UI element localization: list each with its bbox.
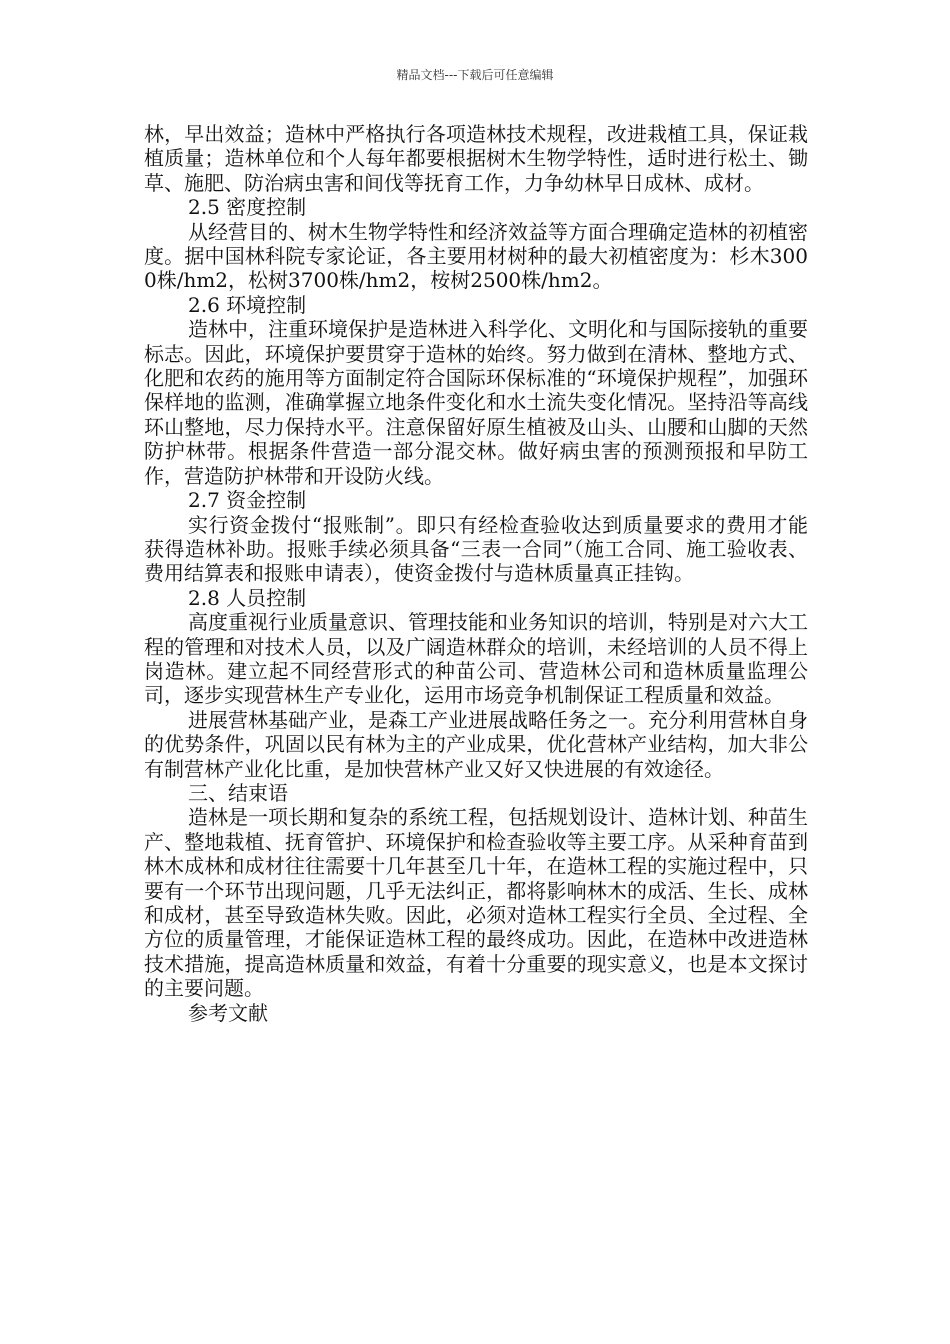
section-heading-2-5: 2.5 密度控制 (188, 195, 307, 220)
document-body (144, 122, 808, 1025)
section-heading-conclusion: 三、结束语 (188, 780, 288, 805)
paragraph-funds: 实行资金拨付“报账制”。即只有经检查验收达到质量要求的费用才能获得造林补助。报账手续必须具备“三表一合同”（施工合同、施工验收表、费用结算表和报账申请表），使资金拨付与造林质量真正挂钩。 (144, 512, 808, 586)
section-heading-references: 参考文献 (188, 1000, 268, 1025)
paragraph-density: 从经营目的、树木生物学特性和经济效益等方面合理确定造林的初植密度。据中国林科院专家论证，各主要用材树种的最大初植密度为：杉木3000株/hm2，松树3700株/hm2，桉树2500株/hm2。 (144, 219, 808, 293)
paragraph-personnel: 高度重视行业质量意识、管理技能和业务知识的培训，特别是对六大工程的管理和对技术人员，以及广阔造林群众的培训，未经培训的人员不得上岗造林。建立起不同经营形式的种苗公司、营造林公司和造林质量监理公司，逐步实现营林生产专业化，运用市场竞争机制保证工程质量和效益。 (144, 610, 808, 708)
paragraph-continuation: 林，早出效益；造林中严格执行各项造林技术规程，改进栽植工具，保证栽植质量；造林单位和个人每年都要根据树木生物学特性，适时进行松土、锄草、施肥、防治病虫害和间伐等抚育工作，力争幼林早日成林、成材。 (144, 122, 808, 195)
paragraph-conclusion: 造林是一项长期和复杂的系统工程，包括规划设计、造林计划、种苗生产、整地栽植、抚育管护、环境保护和检查验收等主要工序。从采种育苗到林木成林和成材往往需要十几年甚至几十年，在造林工程的实施过程中，只要有一个环节出现问题，几乎无法纠正，都将影响林木的成活、生长、成林和成材，甚至导致造林失败。因此，必须对造林工程实行全员、全过程、全方位的质量管理，才能保证造林工程的最终成功。因此，在造林中改进造林技术措施，提高造林质量和效益，有着十分重要的现实意义，也是本文探讨的主要问题。 (144, 805, 808, 1001)
paragraph-industry: 进展营林基础产业，是森工产业进展战略任务之一。充分利用营林自身的优势条件，巩固以民有林为主的产业成果，优化营林产业结构，加大非公有制营林产业化比重，是加快营林产业又好又快进展的有效途径。 (144, 707, 808, 781)
section-heading-2-6: 2.6 环境控制 (188, 292, 307, 317)
paragraph-environment: 造林中，注重环境保护是造林进入科学化、文明化和与国际接轨的重要标志。因此，环境保护要贯穿于造林的始终。努力做到在清林、整地方式、化肥和农药的施用等方面制定符合国际环保标准的“环境保护规程”，加强环保样地的监测，准确掌握立地条件变化和水土流失变化情况。坚持沿等高线环山整地，尽力保持水平。注意保留好原生植被及山头、山腰和山脚的天然防护林带。根据条件营造一部分混交林。做好病虫害的预测预报和早防工作，营造防护林带和开设防火线。 (144, 317, 808, 488)
page-header: 精品文档---下载后可任意编辑 (396, 68, 554, 82)
section-heading-2-7: 2.7 资金控制 (188, 488, 307, 513)
section-heading-2-8: 2.8 人员控制 (188, 585, 307, 610)
